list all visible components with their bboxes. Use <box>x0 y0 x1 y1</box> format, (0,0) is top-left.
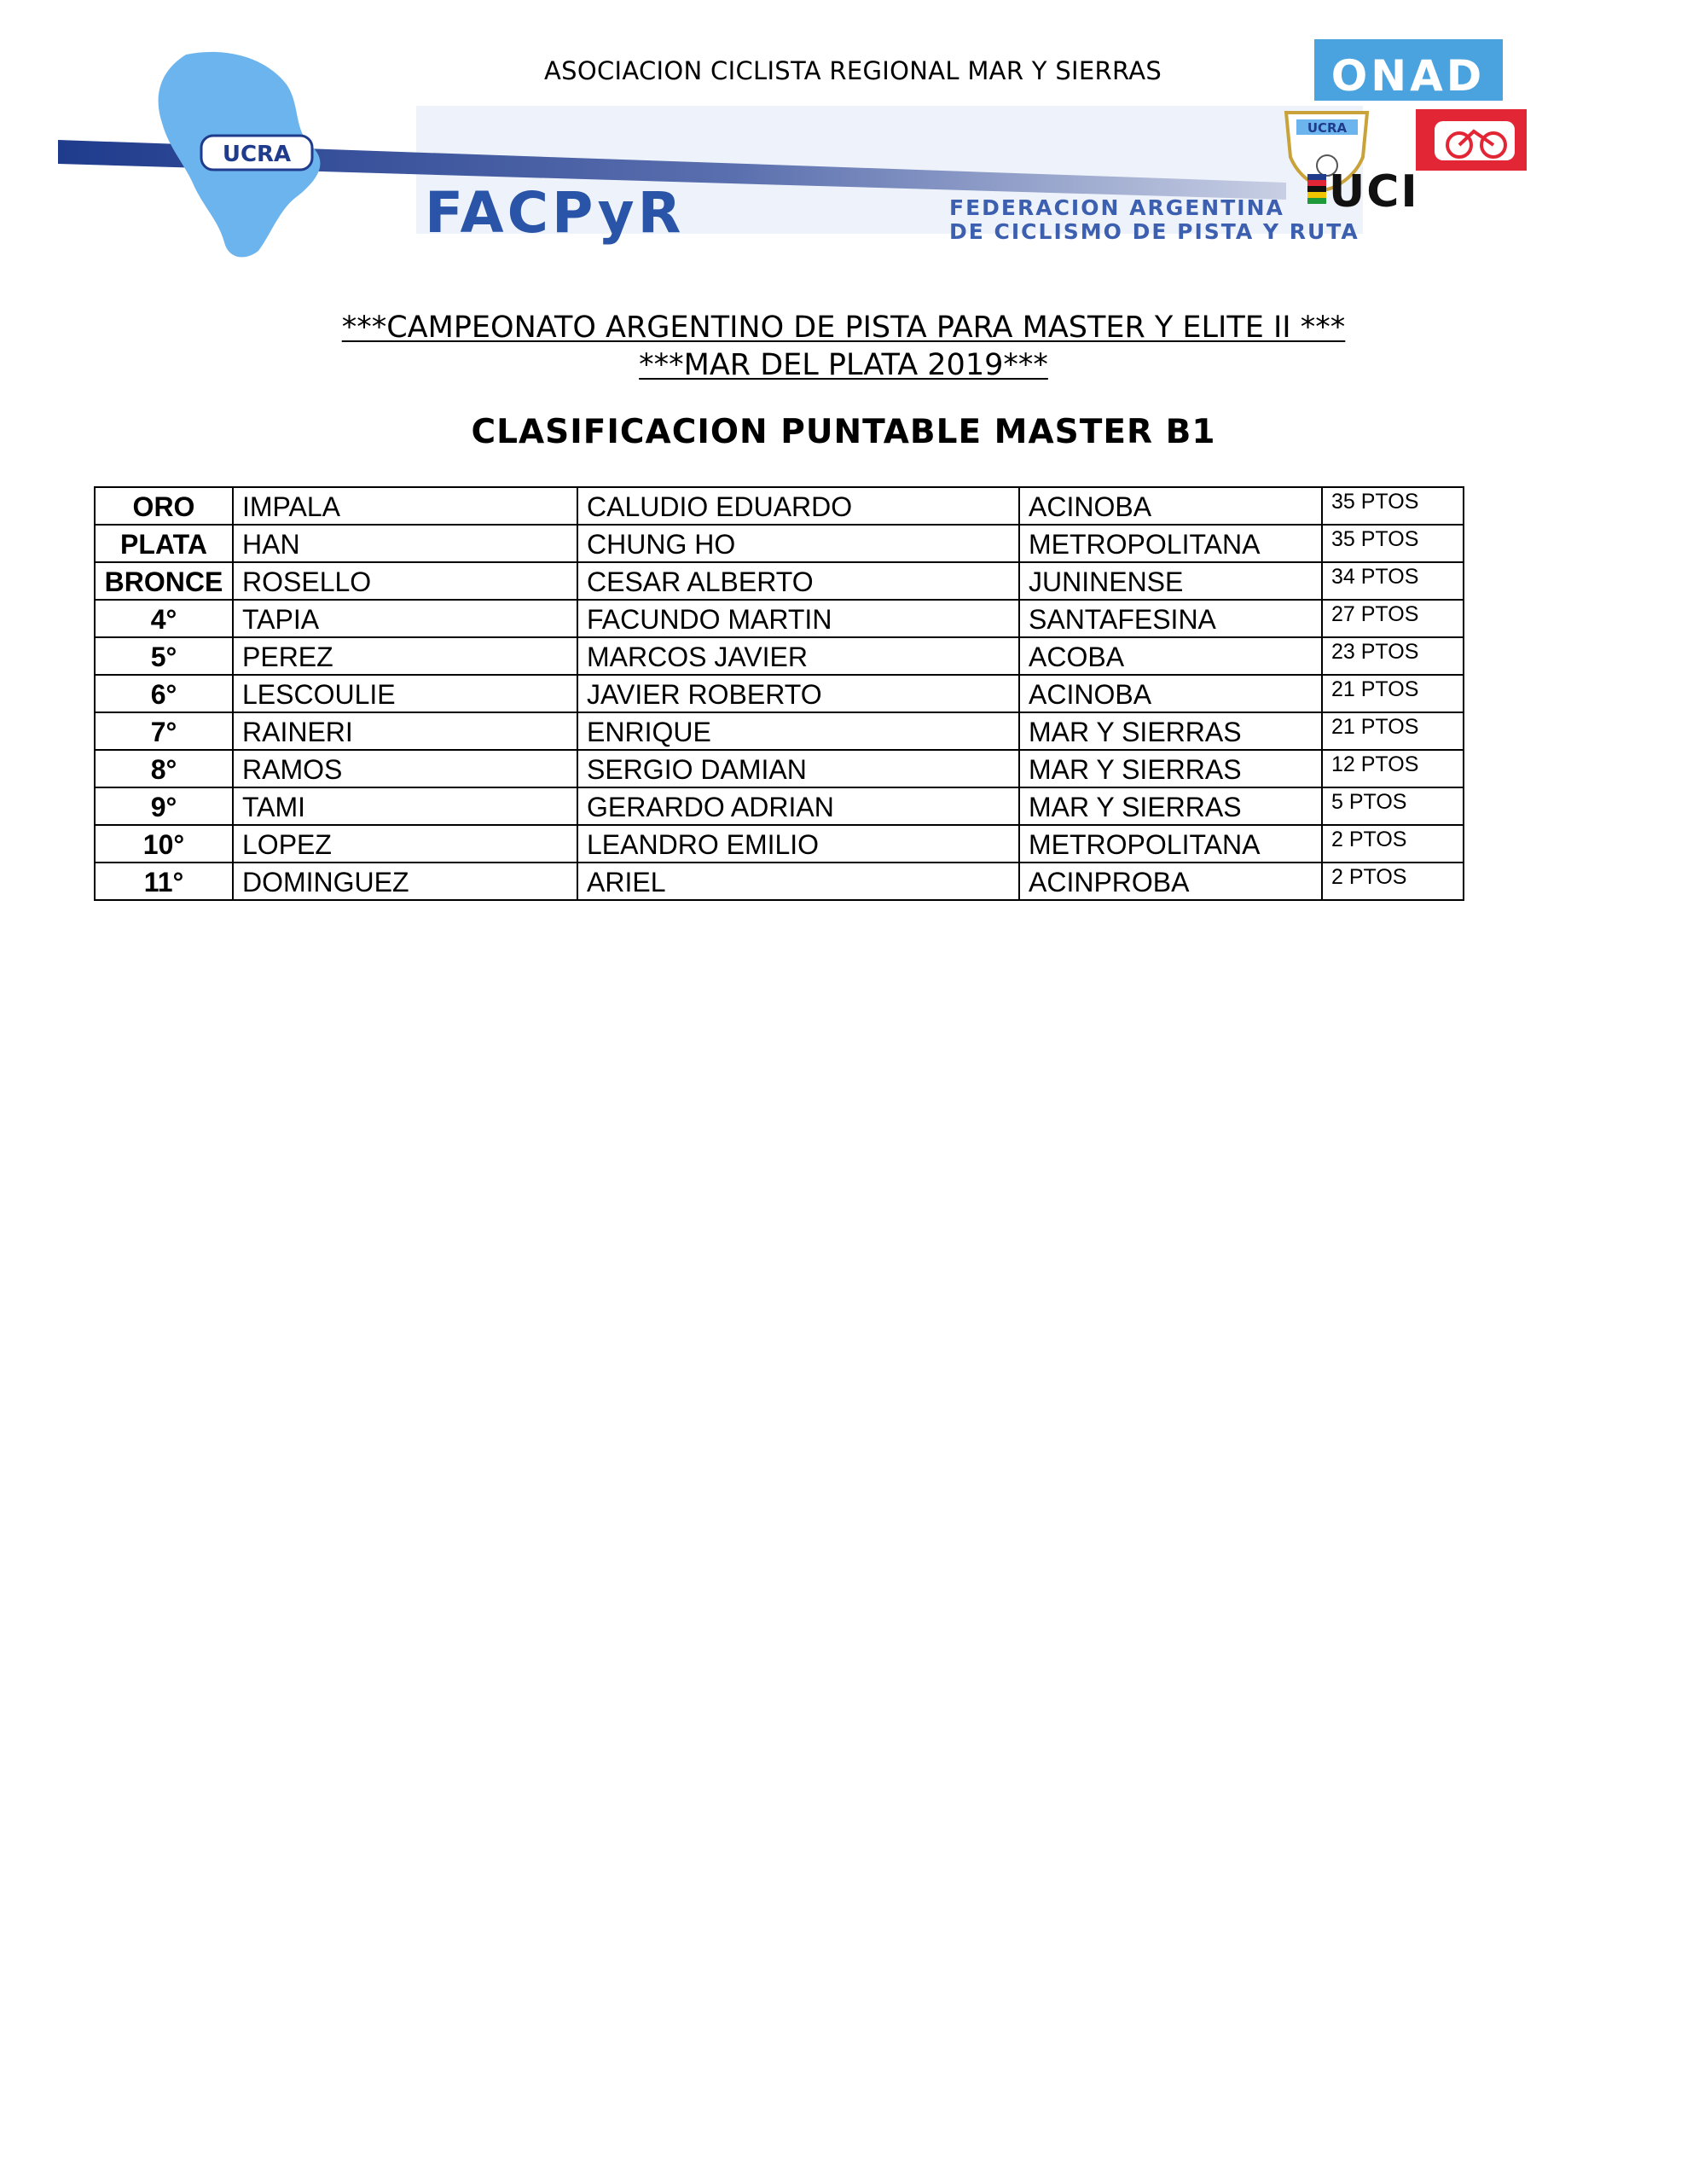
association-cell: ACINOBA <box>1019 675 1322 712</box>
first-name-cell: CALUDIO EDUARDO <box>577 487 1019 525</box>
points-cell: 12 PTOS <box>1322 750 1464 787</box>
position-cell: 11° <box>95 863 233 900</box>
position-cell: 5° <box>95 637 233 675</box>
association-cell: MAR Y SIERRAS <box>1019 787 1322 825</box>
header-banner <box>58 38 1619 268</box>
ucra-shield-label: UCRA <box>1307 120 1348 136</box>
position-cell: ORO <box>95 487 233 525</box>
surname-cell: HAN <box>233 525 577 562</box>
first-name-cell: FACUNDO MARTIN <box>577 600 1019 637</box>
first-name-cell: ARIEL <box>577 863 1019 900</box>
position-cell: 4° <box>95 600 233 637</box>
first-name-cell: CESAR ALBERTO <box>577 562 1019 600</box>
association-cell: METROPOLITANA <box>1019 525 1322 562</box>
association-cell: SANTAFESINA <box>1019 600 1322 637</box>
points-cell: 27 PTOS <box>1322 600 1464 637</box>
surname-cell: LESCOULIE <box>233 675 577 712</box>
position-cell: BRONCE <box>95 562 233 600</box>
points-cell: 23 PTOS <box>1322 637 1464 675</box>
points-cell: 35 PTOS <box>1322 525 1464 562</box>
table-row <box>95 825 1464 863</box>
organization-name: ASOCIACION CICLISTA REGIONAL MAR Y SIERRAS <box>544 56 1162 85</box>
championship-title-line-1: ***CAMPEONATO ARGENTINO DE PISTA PARA MASTER Y ELITE II *** <box>341 311 1346 345</box>
association-cell: MAR Y SIERRAS <box>1019 750 1322 787</box>
championship-title-line-2: ***MAR DEL PLATA 2019*** <box>639 348 1048 382</box>
association-cell: MAR Y SIERRAS <box>1019 712 1322 750</box>
surname-cell: LOPEZ <box>233 825 577 863</box>
facpyr-subtitle-2: DE CICLISMO DE PISTA Y RUTA <box>949 219 1359 244</box>
first-name-cell: GERARDO ADRIAN <box>577 787 1019 825</box>
surname-cell: DOMINGUEZ <box>233 863 577 900</box>
surname-cell: ROSELLO <box>233 562 577 600</box>
association-cell: JUNINENSE <box>1019 562 1322 600</box>
association-cell: ACOBA <box>1019 637 1322 675</box>
first-name-cell: SERGIO DAMIAN <box>577 750 1019 787</box>
classification-title: CLASIFICACION PUNTABLE MASTER B1 <box>471 413 1216 451</box>
results-table <box>94 486 1464 901</box>
table-row <box>95 712 1464 750</box>
association-cell: METROPOLITANA <box>1019 825 1322 863</box>
position-cell: PLATA <box>95 525 233 562</box>
surname-cell: TAPIA <box>233 600 577 637</box>
table-row <box>95 750 1464 787</box>
ucra-map-label: UCRA <box>222 142 292 167</box>
table-row <box>95 637 1464 675</box>
championship-title <box>0 309 1687 384</box>
table-row <box>95 562 1464 600</box>
facpyr-subtitle-1: FEDERACION ARGENTINA <box>949 195 1284 220</box>
position-cell: 6° <box>95 675 233 712</box>
table-row <box>95 787 1464 825</box>
surname-cell: TAMI <box>233 787 577 825</box>
surname-cell: IMPALA <box>233 487 577 525</box>
table-row <box>95 675 1464 712</box>
table-row <box>95 863 1464 900</box>
onad-logo-text: ONAD <box>1330 51 1486 101</box>
table-row <box>95 525 1464 562</box>
position-cell: 10° <box>95 825 233 863</box>
position-cell: 8° <box>95 750 233 787</box>
surname-cell: RAMOS <box>233 750 577 787</box>
points-cell: 34 PTOS <box>1322 562 1464 600</box>
uci-logo-text: UCI <box>1329 166 1419 218</box>
association-cell: ACINOBA <box>1019 487 1322 525</box>
table-row <box>95 487 1464 525</box>
first-name-cell: LEANDRO EMILIO <box>577 825 1019 863</box>
first-name-cell: ENRIQUE <box>577 712 1019 750</box>
points-cell: 2 PTOS <box>1322 863 1464 900</box>
table-row <box>95 600 1464 637</box>
points-cell: 2 PTOS <box>1322 825 1464 863</box>
position-cell: 9° <box>95 787 233 825</box>
association-cell: ACINPROBA <box>1019 863 1322 900</box>
cycling-federation-badge-icon <box>1416 109 1527 171</box>
first-name-cell: MARCOS JAVIER <box>577 637 1019 675</box>
facpyr-logo-text: FACPyR <box>425 180 685 246</box>
position-cell: 7° <box>95 712 233 750</box>
first-name-cell: JAVIER ROBERTO <box>577 675 1019 712</box>
surname-cell: PEREZ <box>233 637 577 675</box>
points-cell: 21 PTOS <box>1322 675 1464 712</box>
points-cell: 21 PTOS <box>1322 712 1464 750</box>
points-cell: 5 PTOS <box>1322 787 1464 825</box>
points-cell: 35 PTOS <box>1322 487 1464 525</box>
surname-cell: RAINERI <box>233 712 577 750</box>
first-name-cell: CHUNG HO <box>577 525 1019 562</box>
